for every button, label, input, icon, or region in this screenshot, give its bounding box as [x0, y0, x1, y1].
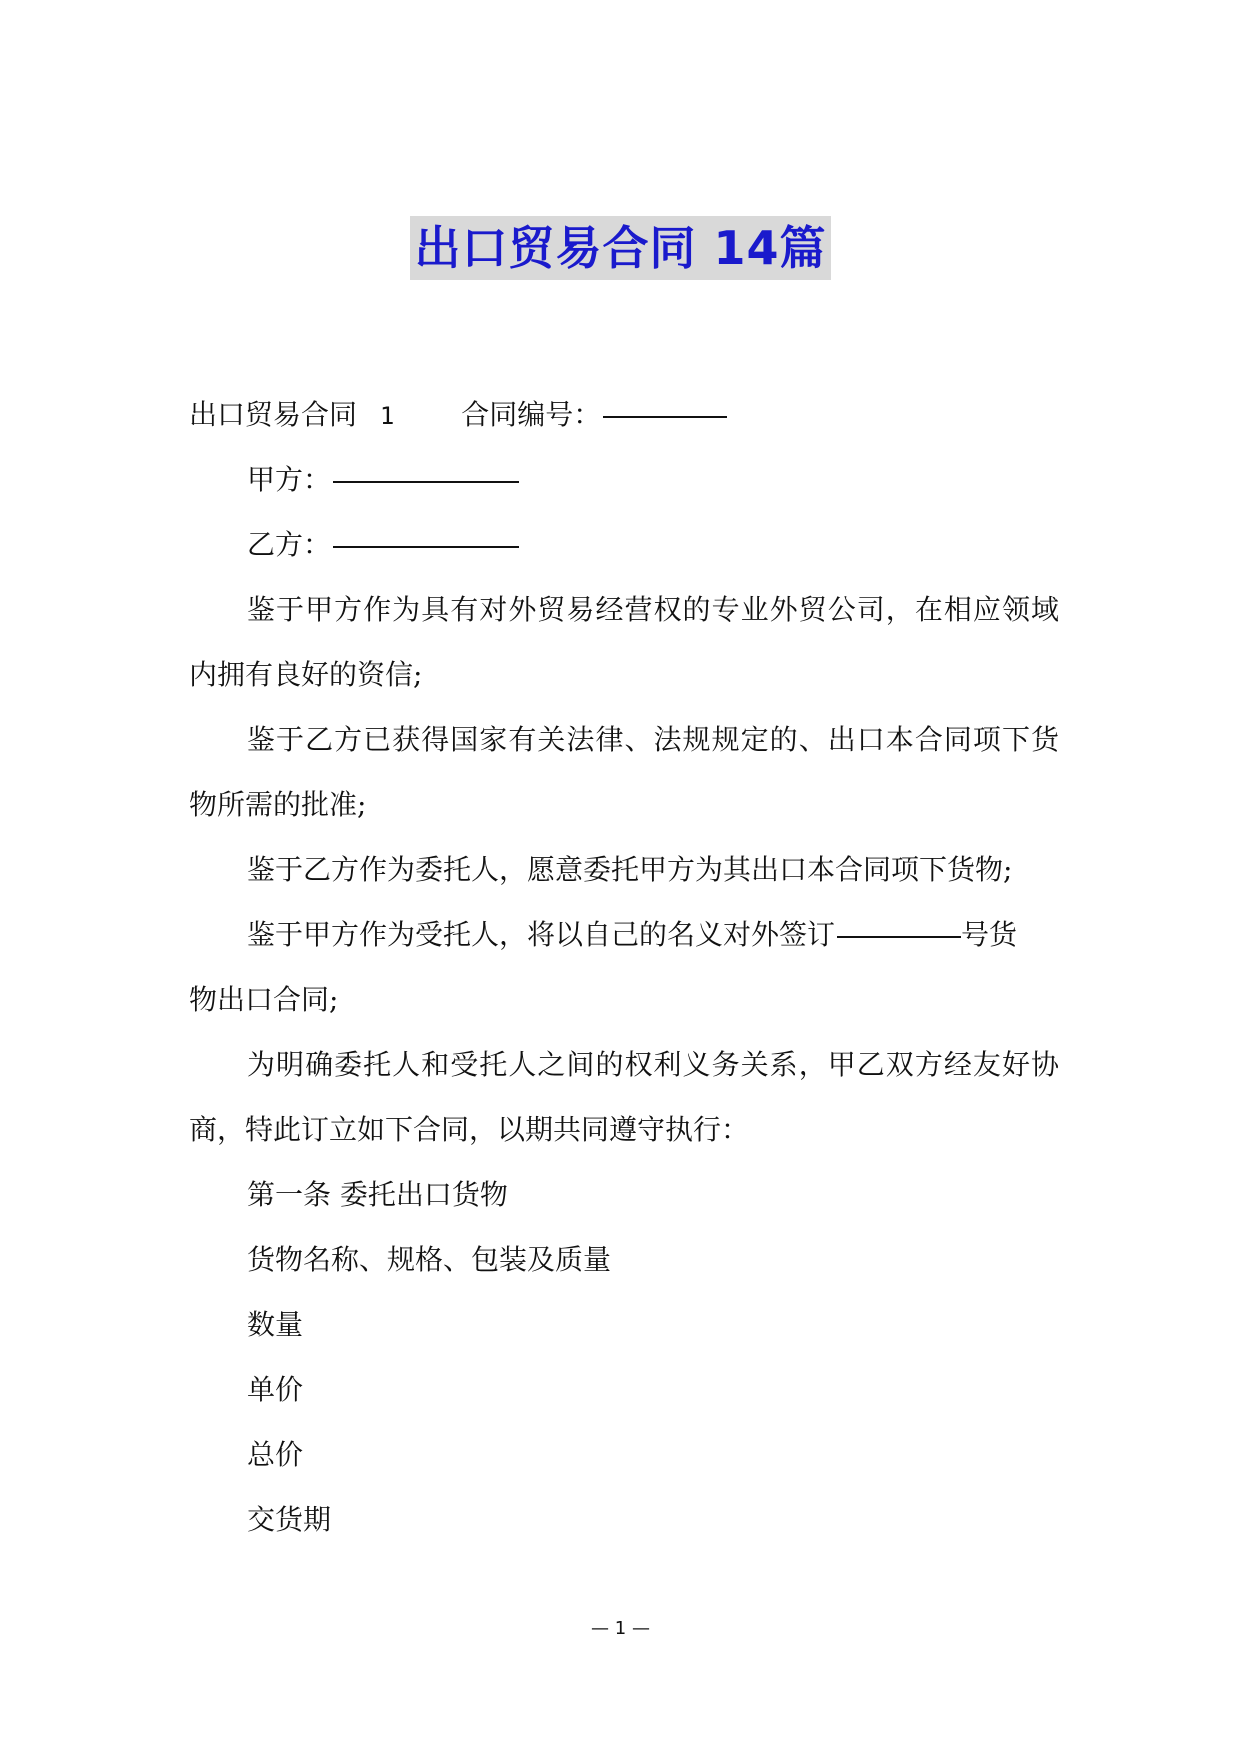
article-1-item: 数量: [247, 1308, 304, 1341]
party-b-blank: [333, 546, 519, 548]
party-b-line: [247, 512, 519, 577]
contract-number: 1: [379, 402, 395, 430]
article-1-item: 货物名称、规格、包装及质量: [247, 1243, 612, 1276]
party-a-line: [247, 447, 519, 512]
paragraph-4-line-2: 物出口合同;: [189, 983, 339, 1016]
paragraph-4-suffix: 号货: [961, 918, 1018, 951]
paragraph-2-line-1: 鉴于乙方已获得国家有关法律、法规规定的、出口本合同项下货: [247, 723, 1059, 756]
document-title: 出口贸易合同 14篇: [410, 216, 830, 280]
contract-label: 出口贸易合同: [189, 398, 358, 431]
paragraph-1-line-2: 内拥有良好的资信;: [189, 658, 423, 691]
article-1-heading: 第一条 委托出口货物: [247, 1178, 508, 1211]
party-b-label: 乙方：: [247, 528, 332, 561]
paragraph-1-line-1: 鉴于甲方作为具有对外贸易经营权的专业外贸公司，在相应领域: [247, 593, 1059, 626]
contract-ref-blank: [837, 936, 961, 938]
paragraph-5-line-1: 为明确委托人和受托人之间的权利义务关系，甲乙双方经友好协: [247, 1048, 1059, 1081]
party-a-blank: [333, 481, 519, 483]
contract-no-label: 合同编号：: [461, 398, 602, 431]
paragraph-4-line-1: [247, 902, 1059, 967]
article-1-item: 交货期: [247, 1503, 332, 1536]
title-wrap: [0, 216, 1241, 280]
paragraph-2-line-2: 物所需的批准;: [189, 788, 367, 821]
paragraph-4-prefix: 鉴于甲方作为受托人，将以自己的名义对外签订: [247, 918, 836, 951]
paragraph-5-line-2: 商，特此订立如下合同，以期共同遵守执行：: [189, 1113, 750, 1146]
page-number: — 1 —: [591, 1618, 650, 1639]
header-line: [189, 382, 727, 447]
party-a-label: 甲方：: [247, 463, 332, 496]
paragraph-3-line-1: 鉴于乙方作为委托人，愿意委托甲方为其出口本合同项下货物;: [247, 853, 1013, 886]
article-1-item: 总价: [247, 1438, 304, 1471]
article-1-item: 单价: [247, 1373, 304, 1406]
contract-no-blank: [603, 416, 727, 418]
